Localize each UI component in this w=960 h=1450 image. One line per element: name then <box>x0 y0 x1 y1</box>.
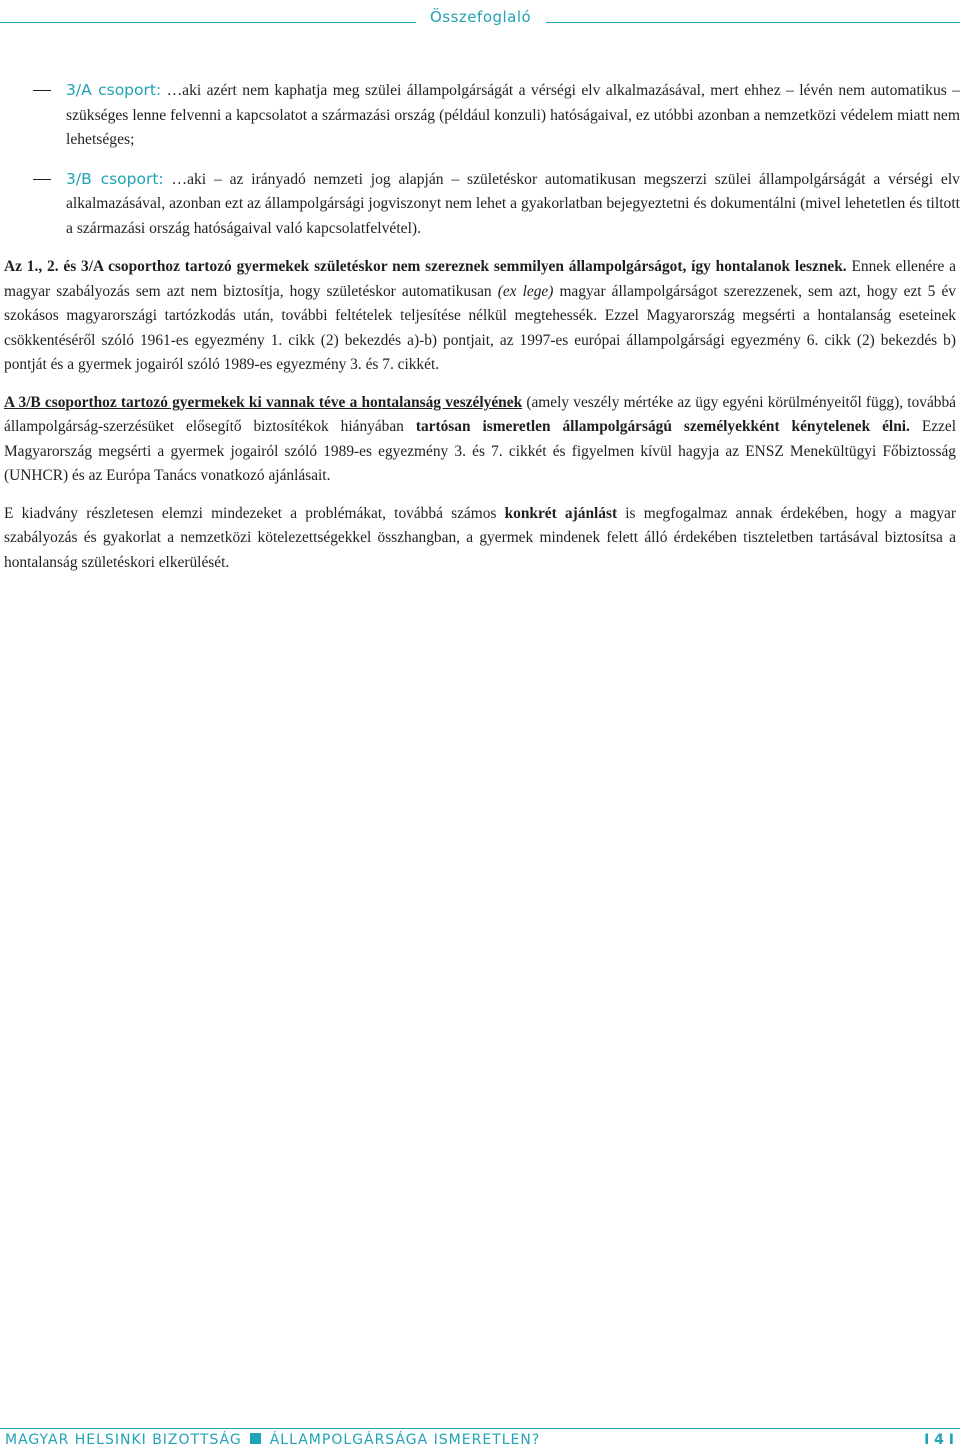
paragraph-1-text-a: Ennek ellenére a magyar szabályozás sem azt nem biztosítja, hogy születéskor automatikusan <box>4 258 956 300</box>
bullet-dash <box>33 179 51 180</box>
paragraph-2-bold-underlined: A 3/B csoporthoz tartozó gyermekek ki vannak téve a hontalanság veszélyének <box>4 393 523 411</box>
main-content <box>0 78 960 588</box>
paragraph-publication-summary <box>4 502 956 576</box>
section-title: Összefoglaló <box>430 8 532 26</box>
footer-credits <box>5 1432 540 1448</box>
bullet-item-3b <box>0 167 960 242</box>
footer-publication-title: ÁLLAMPOLGÁRSÁGA ISMERETLEN? <box>269 1432 541 1448</box>
page-header <box>0 8 960 28</box>
bullet-dash <box>33 90 51 91</box>
footer-rule <box>0 1428 960 1429</box>
page-number: I 4 I <box>924 1432 954 1448</box>
page-footer <box>0 1428 960 1450</box>
paragraph-2-text-b: Ezzel Magyarország megsérti a gyermek jogairól szóló 1989-es egyezmény 3. és 7. cikkét és figyelmen kívül hagyja az ENSZ Menekültügyi Főbiztosság (UNHCR) és az Európa Tanács vonatkozó ajánlásait. <box>4 418 956 484</box>
paragraph-3-bold: konkrét ajánlást <box>504 504 618 522</box>
paragraph-3-text-b: is megfogalmaz annak érdekében, hogy a magyar szabályozás és gyakorlat a nemzetközi kötelezettségekkel összhangban, a gyermek mindenek felett álló érdekében tiszteletben tartásával biztosítsa a hontalanság születéskori elkerülését. <box>4 504 957 571</box>
group-label-3a: 3/A csoport: <box>66 81 162 99</box>
paragraph-3-text-a: E kiadvány részletesen elemzi mindezeket a problémákat, továbbá számos <box>4 504 505 522</box>
header-rule-left <box>0 22 416 23</box>
body-text <box>0 255 960 575</box>
paragraph-3b-group <box>4 391 956 489</box>
bullet-item-3a <box>0 78 960 153</box>
paragraph-2-text-a: (amely veszély mértéke az ügy egyéni körülményeitől függ), továbbá állampolgárság-szerzésüket elősegítő biztosítékok hiányában <box>4 393 957 435</box>
header-rule-right <box>546 22 960 23</box>
square-separator-icon <box>250 1433 261 1444</box>
group-label-3b: 3/B csoport: <box>66 169 164 188</box>
bullet-text-3b: …aki – az irányadó nemzeti jog alapján – születéskor automatikusan megszerzi szülei állampolgárságát a vérségi elv alkalmazásával, azonban ezt az állampolgársági jogviszonyt nem lehet a gyakorlatban bejegyeztetni és dokumentálni (mivel lehetetlen és tiltott a származási ország hatóságaival való kapcsolatfelvétel). <box>66 170 960 237</box>
paragraph-1-italic: (ex lege) <box>497 282 554 300</box>
paragraph-1-text-b: magyar állampolgárságot szerezzenek, sem azt, hogy ezt 5 év szokásos magyarországi tartózkodás után, további feltételek teljesítése nélkül megtehessék. Ezzel Magyarország megsérti a hontalanság eseteinek csökkentéséről szóló 1961-es egyezmény 1. cikk (2) bekezdés a)-b) pontjait, az 1997-es európai állampolgársági egyezmény 6. cikk (2) bekezdés b) pontját és a gyermek jogairól szóló 1989-es egyezmény 3. és 7. cikkét. <box>4 282 956 373</box>
paragraph-stateless-groups <box>4 255 956 378</box>
footer-publisher: MAGYAR HELSINKI BIZOTTSÁG <box>5 1432 242 1448</box>
paragraph-1-bold: Az 1., 2. és 3/A csoporthoz tartozó gyermekek születéskor nem szereznek semmilyen állampolgárságot, így hontalanok lesznek. <box>4 258 847 275</box>
paragraph-2-bold: tartósan ismeretlen állampolgárságú személyekként kénytelenek élni. <box>415 418 910 435</box>
bullet-text-3a: …aki azért nem kaphatja meg szülei állampolgárságát a vérségi elv alkalmazásával, mert ehhez – lévén nem automatikus – szükséges lenne felvenni a kapcsolatot a származási ország (például konzuli) hatóságaival, ez utóbbi azonban a nemzetközi védelem miatt nem lehetséges; <box>66 82 960 148</box>
